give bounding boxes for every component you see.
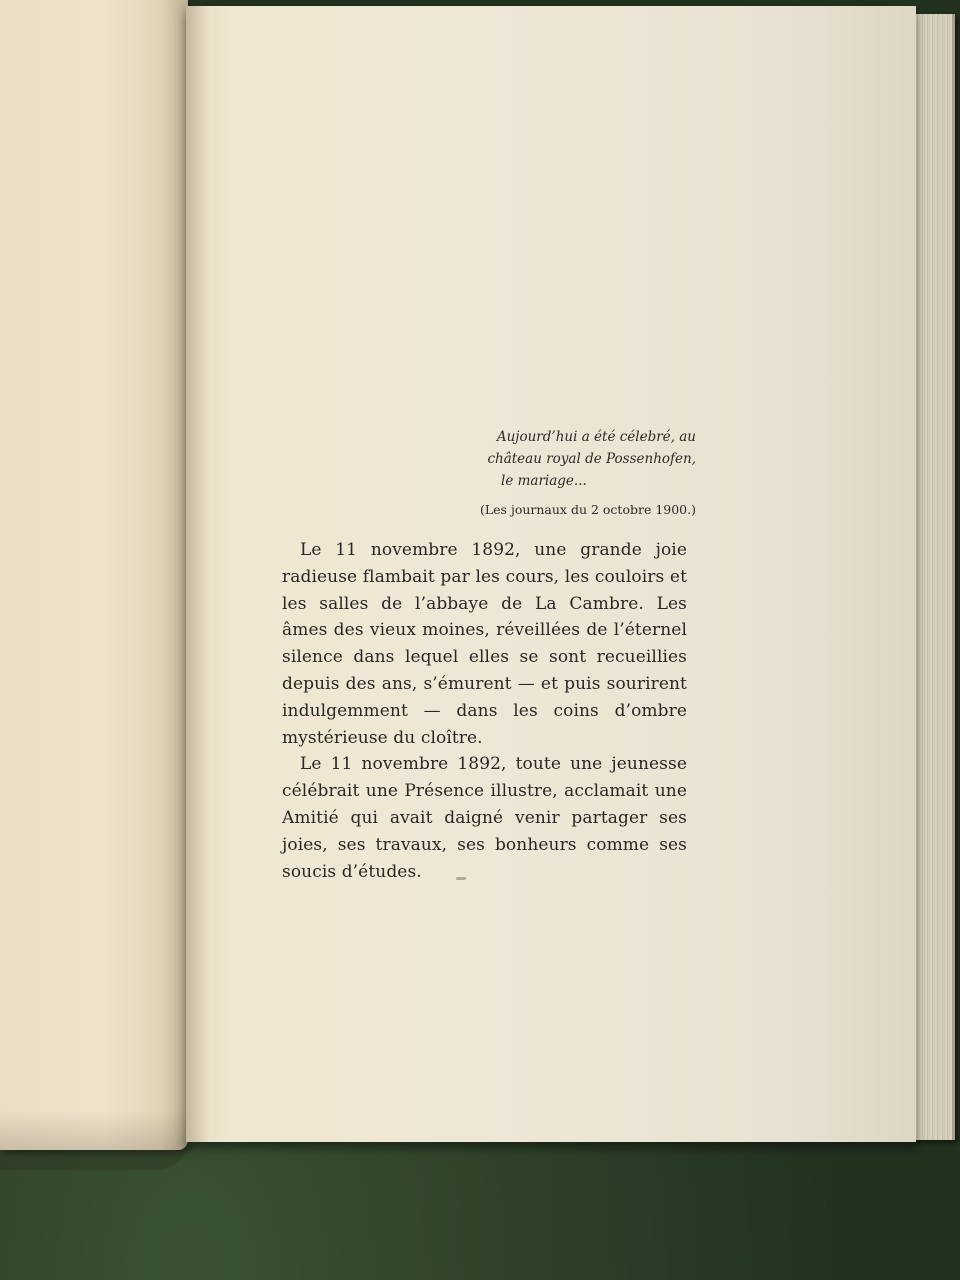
epigraph (470, 426, 696, 521)
epigraph-line: Aujourd’hui a été célebré, au (496, 429, 696, 445)
epigraph-line: le mariage... (501, 473, 587, 489)
gutter-shadow (186, 6, 210, 1142)
paragraph: Le 11 novembre 1892, une grande joie radieuse flambait par les cours, les couloirs et les salles de l’abbaye de La Cambre. Les âmes des vieux moines, réveillées de l’éternel silence dans lequel elles se sont recueillies depuis des ans, s’émurent — et puis sourirent indulgemment — dans les coins d’ombre mystérieuse du cloître. (282, 540, 687, 748)
epigraph-line: château royal de Possenhofen, (487, 451, 696, 467)
paragraph: Le 11 novembre 1892, toute une jeunesse célébrait une Présence illustre, acclamait une Amitié qui avait daigné venir partager ses joies, ses travaux, ses bonheurs comme ses soucis d’études. (282, 754, 687, 882)
left-page-curl (0, 1110, 188, 1170)
body-text (282, 537, 687, 885)
ink-speck (456, 877, 466, 880)
epigraph-source: (Les journaux du 2 octobre 1900.) (479, 502, 696, 517)
left-page (0, 0, 188, 1150)
